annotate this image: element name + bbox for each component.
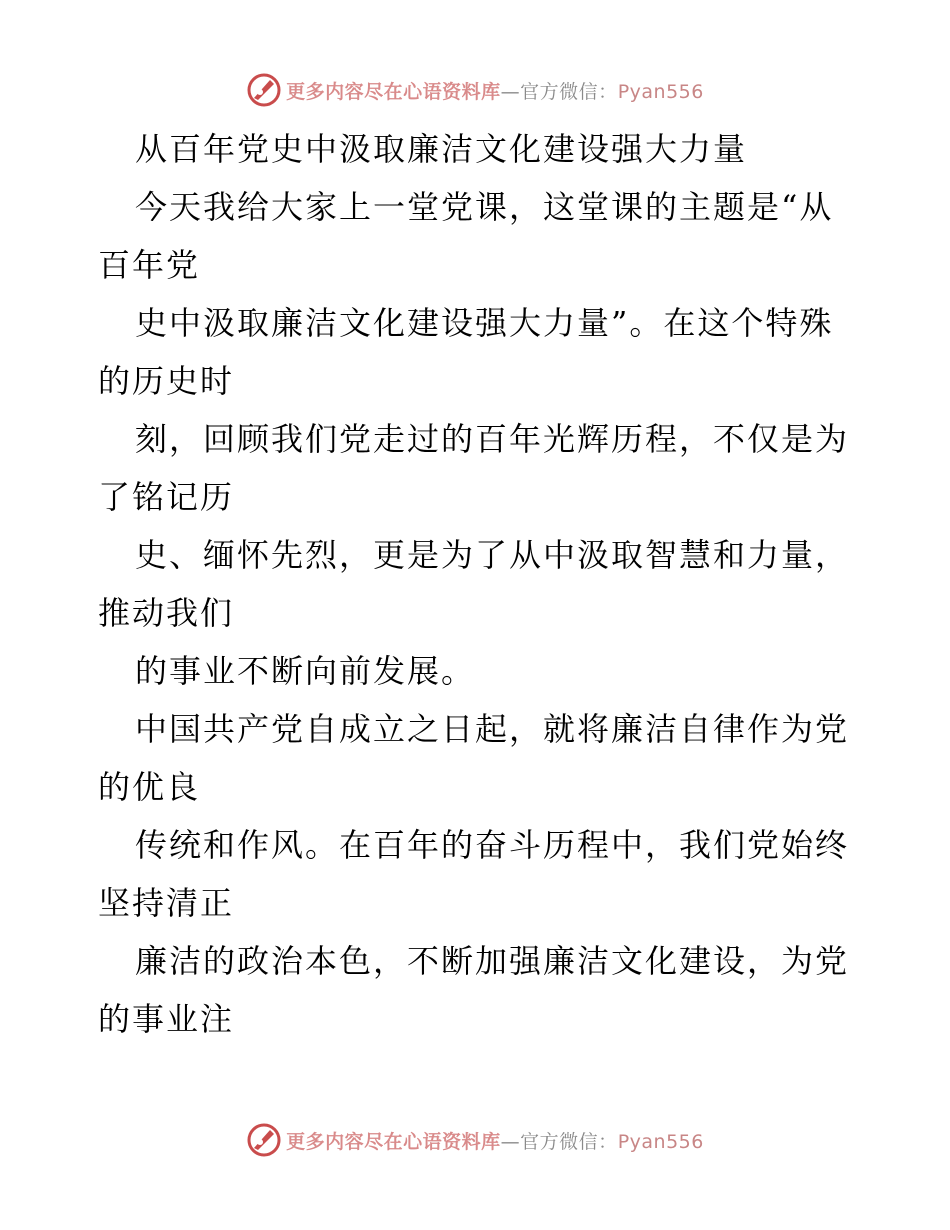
watermark-account: Pyan556 (617, 1130, 704, 1153)
text-line: 的事业不断向前发展。 (135, 652, 476, 690)
text-line: 史中汲取廉洁文化建设强大力量”。在这个特殊 (135, 304, 834, 342)
text-line: 的优良 (98, 768, 201, 806)
text-line: 推动我们 (98, 594, 235, 632)
text-line: 中国共产党自成立之日起，就将廉洁自律作为党 (135, 710, 850, 748)
text-line: 史、缅怀先烈，更是为了从中汲取智慧和力量， (135, 536, 850, 574)
text-line: 坚持清正 (98, 884, 235, 922)
watermark-official: 官方微信： (520, 80, 618, 103)
watermark-brand: 更多内容尽在心语资料库 (286, 80, 501, 103)
text-line: 刻，回顾我们党走过的百年光辉历程，不仅是为 (135, 420, 850, 458)
text-line: 传统和作风。在百年的奋斗历程中，我们党始终 (135, 826, 850, 864)
watermark-text (286, 1127, 704, 1154)
header-watermark (0, 70, 950, 110)
text-line: 了铭记历 (98, 478, 235, 516)
watermark-brand: 更多内容尽在心语资料库 (286, 1130, 501, 1153)
document-body (98, 120, 858, 1048)
document-title: 从百年党史中汲取廉洁文化建设强大力量 (135, 130, 748, 168)
text-line: 的事业注 (98, 1000, 235, 1038)
red-circle-stamp-icon (246, 1122, 282, 1158)
text-line: 的历史时 (98, 362, 235, 400)
text-line: 今天我给大家上一堂党课，这堂课的主题是“从 (135, 188, 834, 226)
footer-watermark (0, 1120, 950, 1160)
watermark-account: Pyan556 (617, 80, 704, 103)
watermark-separator: — (500, 80, 521, 103)
watermark-separator: — (500, 1130, 521, 1153)
red-circle-stamp-icon (246, 72, 282, 108)
text-line: 百年党 (98, 246, 201, 284)
watermark-official: 官方微信： (520, 1130, 618, 1153)
watermark-text (286, 77, 704, 104)
text-line: 廉洁的政治本色，不断加强廉洁文化建设，为党 (135, 942, 850, 980)
